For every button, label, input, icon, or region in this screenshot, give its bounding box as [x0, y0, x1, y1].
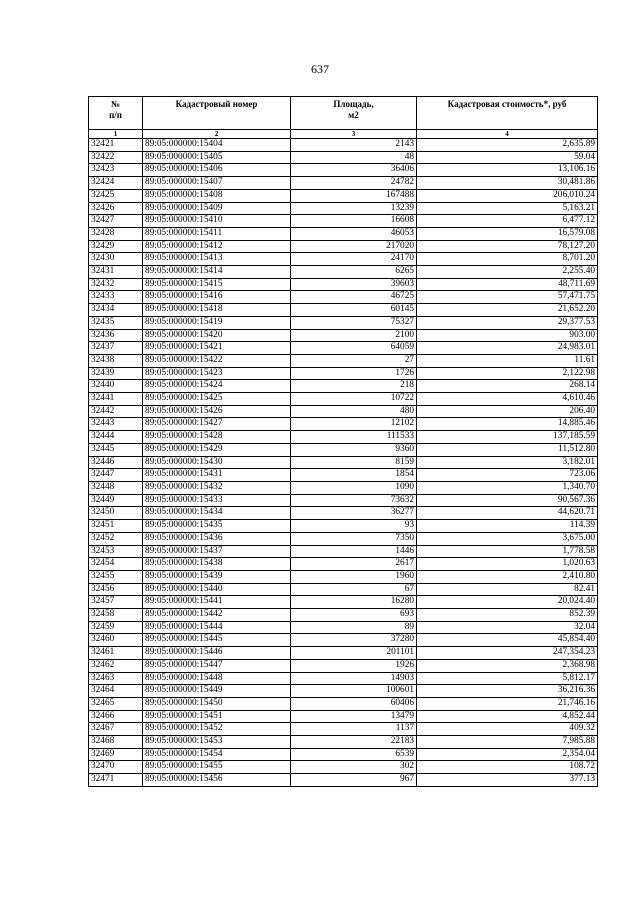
column-number-3: 3	[291, 130, 417, 139]
cadastral-value-cell: 13,106.16	[417, 164, 598, 177]
row-number-cell: 32440	[89, 380, 143, 393]
row-number-cell: 32451	[89, 520, 143, 533]
area-cell: 8159	[291, 456, 417, 469]
table-row	[89, 481, 598, 494]
cadastral-value-cell: 8,701.20	[417, 253, 598, 266]
cadastral-number-cell: 89:05:000000:15436	[143, 532, 291, 545]
area-cell: 201101	[291, 647, 417, 660]
cadastral-number-cell: 89:05:000000:15428	[143, 431, 291, 444]
table-row	[89, 380, 598, 393]
cadastral-value-cell: 108.72	[417, 761, 598, 774]
table-row	[89, 329, 598, 342]
cadastral-number-cell: 89:05:000000:15439	[143, 570, 291, 583]
cadastral-value-cell: 1,020.63	[417, 558, 598, 571]
row-number-cell: 32424	[89, 177, 143, 190]
row-number-cell: 32467	[89, 723, 143, 736]
area-cell: 2617	[291, 558, 417, 571]
cadastral-value-cell: 48,711.69	[417, 278, 598, 291]
header-row-number-text: № п/п	[109, 99, 122, 120]
cadastral-number-cell: 89:05:000000:15431	[143, 469, 291, 482]
header-cadastral-number-text: Кадастровый номер	[175, 99, 258, 109]
cadastral-value-cell: 4,610.46	[417, 393, 598, 406]
area-cell: 36277	[291, 507, 417, 520]
table-row	[89, 723, 598, 736]
row-number-cell: 32452	[89, 532, 143, 545]
cadastral-value-cell: 852.39	[417, 609, 598, 622]
cadastral-number-cell: 89:05:000000:15406	[143, 164, 291, 177]
table-row	[89, 304, 598, 317]
cadastral-number-cell: 89:05:000000:15426	[143, 405, 291, 418]
row-number-cell: 32447	[89, 469, 143, 482]
table-row	[89, 215, 598, 228]
table-row	[89, 291, 598, 304]
table-row	[89, 609, 598, 622]
header-area	[291, 97, 417, 130]
table-row	[89, 151, 598, 164]
cadastral-number-cell: 89:05:000000:15450	[143, 697, 291, 710]
cadastral-value-cell: 78,127.20	[417, 240, 598, 253]
row-number-cell: 32423	[89, 164, 143, 177]
row-number-cell: 32450	[89, 507, 143, 520]
table-row	[89, 393, 598, 406]
area-cell: 13479	[291, 710, 417, 723]
table-row	[89, 685, 598, 698]
header-area-text: Площадь, м2	[333, 99, 374, 120]
area-cell: 24170	[291, 253, 417, 266]
area-cell: 64059	[291, 342, 417, 355]
area-cell: 22183	[291, 736, 417, 749]
area-cell: 12102	[291, 418, 417, 431]
cadastral-number-cell: 89:05:000000:15430	[143, 456, 291, 469]
cadastral-value-cell: 59.04	[417, 151, 598, 164]
column-number-4: 4	[417, 130, 598, 139]
row-number-cell: 32431	[89, 266, 143, 279]
cadastral-value-cell: 90,567.36	[417, 494, 598, 507]
column-number-1: 1	[89, 130, 143, 139]
row-number-cell: 32428	[89, 227, 143, 240]
cadastral-value-cell: 14,885.46	[417, 418, 598, 431]
row-number-cell: 32453	[89, 545, 143, 558]
cadastral-number-cell: 89:05:000000:15453	[143, 736, 291, 749]
row-number-cell: 32425	[89, 189, 143, 202]
table-row	[89, 202, 598, 215]
area-cell: 46725	[291, 291, 417, 304]
cadastral-number-cell: 89:05:000000:15419	[143, 316, 291, 329]
cadastral-number-cell: 89:05:000000:15447	[143, 659, 291, 672]
row-number-cell: 32422	[89, 151, 143, 164]
row-number-cell: 32469	[89, 748, 143, 761]
table-row	[89, 189, 598, 202]
area-cell: 2100	[291, 329, 417, 342]
cadastral-value-cell: 45,854.40	[417, 634, 598, 647]
table-row	[89, 596, 598, 609]
area-cell: 1926	[291, 659, 417, 672]
area-cell: 217020	[291, 240, 417, 253]
table-row	[89, 278, 598, 291]
area-cell: 7350	[291, 532, 417, 545]
cadastral-number-cell: 89:05:000000:15452	[143, 723, 291, 736]
area-cell: 89	[291, 621, 417, 634]
table-row	[89, 469, 598, 482]
row-number-cell: 32470	[89, 761, 143, 774]
area-cell: 1090	[291, 481, 417, 494]
cadastral-value-cell: 24,983.01	[417, 342, 598, 355]
cadastral-number-cell: 89:05:000000:15416	[143, 291, 291, 304]
cadastral-value-cell: 2,255.40	[417, 266, 598, 279]
header-cadastral-value-text: Кадастровая стоимость*, руб	[447, 99, 567, 109]
row-number-cell: 32436	[89, 329, 143, 342]
cadastral-value-cell: 11,512.80	[417, 443, 598, 456]
cadastral-number-cell: 89:05:000000:15413	[143, 253, 291, 266]
cadastral-number-cell: 89:05:000000:15418	[143, 304, 291, 317]
cadastral-value-cell: 44,620.71	[417, 507, 598, 520]
table-row	[89, 570, 598, 583]
row-number-cell: 32462	[89, 659, 143, 672]
area-cell: 6539	[291, 748, 417, 761]
row-number-cell: 32466	[89, 710, 143, 723]
table-row	[89, 240, 598, 253]
table-row	[89, 139, 598, 152]
page-number: 637	[311, 62, 329, 76]
cadastral-value-cell: 268.14	[417, 380, 598, 393]
row-number-cell: 32444	[89, 431, 143, 444]
area-cell: 48	[291, 151, 417, 164]
header-cadastral-value	[417, 97, 598, 130]
row-number-cell: 32445	[89, 443, 143, 456]
row-number-cell: 32446	[89, 456, 143, 469]
area-cell: 10722	[291, 393, 417, 406]
table-body	[89, 139, 598, 787]
row-number-cell: 32438	[89, 354, 143, 367]
cadastral-number-cell: 89:05:000000:15405	[143, 151, 291, 164]
cadastral-number-cell: 89:05:000000:15444	[143, 621, 291, 634]
area-cell: 67	[291, 583, 417, 596]
cadastral-value-cell: 2,635.89	[417, 139, 598, 152]
area-cell: 480	[291, 405, 417, 418]
area-cell: 100601	[291, 685, 417, 698]
area-cell: 39603	[291, 278, 417, 291]
table-row	[89, 532, 598, 545]
row-number-cell: 32432	[89, 278, 143, 291]
row-number-cell: 32461	[89, 647, 143, 660]
cadastral-value-cell: 29,377.53	[417, 316, 598, 329]
cadastral-number-cell: 89:05:000000:15409	[143, 202, 291, 215]
row-number-cell: 32460	[89, 634, 143, 647]
area-cell: 1137	[291, 723, 417, 736]
row-number-cell: 32426	[89, 202, 143, 215]
row-number-cell: 32448	[89, 481, 143, 494]
column-number-row	[89, 130, 598, 139]
table-row	[89, 367, 598, 380]
header-row-number	[89, 97, 143, 130]
area-cell: 36406	[291, 164, 417, 177]
cadastral-value-cell: 2,410.80	[417, 570, 598, 583]
column-number-2: 2	[143, 130, 291, 139]
cadastral-value-cell: 5,812.17	[417, 672, 598, 685]
table-row	[89, 558, 598, 571]
cadastral-number-cell: 89:05:000000:15412	[143, 240, 291, 253]
area-cell: 9360	[291, 443, 417, 456]
cadastral-value-cell: 30,481.86	[417, 177, 598, 190]
cadastral-number-cell: 89:05:000000:15423	[143, 367, 291, 380]
cadastral-value-cell: 409.32	[417, 723, 598, 736]
cadastral-value-cell: 82.41	[417, 583, 598, 596]
cadastral-value-cell: 2,354.04	[417, 748, 598, 761]
table-row	[89, 342, 598, 355]
cadastral-number-cell: 89:05:000000:15455	[143, 761, 291, 774]
area-cell: 27	[291, 354, 417, 367]
cadastral-number-cell: 89:05:000000:15454	[143, 748, 291, 761]
cadastral-number-cell: 89:05:000000:15422	[143, 354, 291, 367]
cadastral-number-cell: 89:05:000000:15451	[143, 710, 291, 723]
cadastral-value-cell: 114.39	[417, 520, 598, 533]
area-cell: 13239	[291, 202, 417, 215]
row-number-cell: 32468	[89, 736, 143, 749]
row-number-cell: 32459	[89, 621, 143, 634]
row-number-cell: 32458	[89, 609, 143, 622]
cadastral-number-cell: 89:05:000000:15456	[143, 774, 291, 787]
area-cell: 167488	[291, 189, 417, 202]
row-number-cell: 32433	[89, 291, 143, 304]
cadastral-number-cell: 89:05:000000:15448	[143, 672, 291, 685]
cadastral-number-cell: 89:05:000000:15446	[143, 647, 291, 660]
cadastral-number-cell: 89:05:000000:15425	[143, 393, 291, 406]
row-number-cell: 32442	[89, 405, 143, 418]
table-row	[89, 647, 598, 660]
table-row	[89, 583, 598, 596]
area-cell: 1446	[291, 545, 417, 558]
row-number-cell: 32464	[89, 685, 143, 698]
area-cell: 302	[291, 761, 417, 774]
cadastral-value-cell: 21,652.20	[417, 304, 598, 317]
area-cell: 218	[291, 380, 417, 393]
cadastral-value-cell: 2,122.98	[417, 367, 598, 380]
area-cell: 693	[291, 609, 417, 622]
table-row	[89, 621, 598, 634]
header-row	[89, 97, 598, 130]
cadastral-number-cell: 89:05:000000:15415	[143, 278, 291, 291]
area-cell: 73632	[291, 494, 417, 507]
cadastral-value-cell: 11.61	[417, 354, 598, 367]
cadastral-number-cell: 89:05:000000:15434	[143, 507, 291, 520]
cadastral-number-cell: 89:05:000000:15427	[143, 418, 291, 431]
table-row	[89, 736, 598, 749]
cadastral-number-cell: 89:05:000000:15440	[143, 583, 291, 596]
table-row	[89, 748, 598, 761]
table-row	[89, 507, 598, 520]
table-row	[89, 634, 598, 647]
area-cell: 60145	[291, 304, 417, 317]
row-number-cell: 32421	[89, 139, 143, 152]
cadastral-number-cell: 89:05:000000:15408	[143, 189, 291, 202]
cadastral-number-cell: 89:05:000000:15438	[143, 558, 291, 571]
cadastral-number-cell: 89:05:000000:15407	[143, 177, 291, 190]
cadastral-number-cell: 89:05:000000:15424	[143, 380, 291, 393]
row-number-cell: 32454	[89, 558, 143, 571]
table-row	[89, 456, 598, 469]
cadastral-number-cell: 89:05:000000:15437	[143, 545, 291, 558]
cadastral-number-cell: 89:05:000000:15442	[143, 609, 291, 622]
row-number-cell: 32457	[89, 596, 143, 609]
table-row	[89, 316, 598, 329]
row-number-cell: 32465	[89, 697, 143, 710]
cadastral-value-cell: 903.00	[417, 329, 598, 342]
cadastral-value-cell: 3,182.01	[417, 456, 598, 469]
cadastral-number-cell: 89:05:000000:15421	[143, 342, 291, 355]
table-row	[89, 710, 598, 723]
table-row	[89, 659, 598, 672]
row-number-cell: 32437	[89, 342, 143, 355]
table-row	[89, 431, 598, 444]
table-row	[89, 443, 598, 456]
area-cell: 46053	[291, 227, 417, 240]
table-row	[89, 545, 598, 558]
area-cell: 14903	[291, 672, 417, 685]
area-cell: 1726	[291, 367, 417, 380]
row-number-cell: 32435	[89, 316, 143, 329]
area-cell: 60406	[291, 697, 417, 710]
cadastral-value-cell: 20,024.40	[417, 596, 598, 609]
table-row	[89, 266, 598, 279]
cadastral-table	[88, 96, 598, 787]
table-row	[89, 405, 598, 418]
area-cell: 2143	[291, 139, 417, 152]
area-cell: 1854	[291, 469, 417, 482]
area-cell: 111533	[291, 431, 417, 444]
cadastral-number-cell: 89:05:000000:15435	[143, 520, 291, 533]
cadastral-value-cell: 21,746.16	[417, 697, 598, 710]
row-number-cell: 32443	[89, 418, 143, 431]
cadastral-value-cell: 36,216.36	[417, 685, 598, 698]
cadastral-value-cell: 137,185.59	[417, 431, 598, 444]
table-row	[89, 672, 598, 685]
header-cadastral-number	[143, 97, 291, 130]
area-cell: 6265	[291, 266, 417, 279]
row-number-cell: 32430	[89, 253, 143, 266]
table-row	[89, 177, 598, 190]
row-number-cell: 32429	[89, 240, 143, 253]
cadastral-number-cell: 89:05:000000:15441	[143, 596, 291, 609]
cadastral-number-cell: 89:05:000000:15411	[143, 227, 291, 240]
cadastral-value-cell: 5,163.21	[417, 202, 598, 215]
table-row	[89, 520, 598, 533]
row-number-cell: 32441	[89, 393, 143, 406]
cadastral-value-cell: 4,852.44	[417, 710, 598, 723]
cadastral-value-cell: 57,471.75	[417, 291, 598, 304]
table-row	[89, 761, 598, 774]
cadastral-value-cell: 206.40	[417, 405, 598, 418]
area-cell: 16280	[291, 596, 417, 609]
area-cell: 37280	[291, 634, 417, 647]
cadastral-number-cell: 89:05:000000:15433	[143, 494, 291, 507]
cadastral-value-cell: 247,354.23	[417, 647, 598, 660]
cadastral-value-cell: 3,675.00	[417, 532, 598, 545]
area-cell: 75327	[291, 316, 417, 329]
table-row	[89, 494, 598, 507]
cadastral-value-cell: 723.06	[417, 469, 598, 482]
table-row	[89, 253, 598, 266]
table-row	[89, 418, 598, 431]
cadastral-number-cell: 89:05:000000:15414	[143, 266, 291, 279]
row-number-cell: 32439	[89, 367, 143, 380]
cadastral-number-cell: 89:05:000000:15404	[143, 139, 291, 152]
cadastral-number-cell: 89:05:000000:15432	[143, 481, 291, 494]
table-row	[89, 164, 598, 177]
cadastral-number-cell: 89:05:000000:15429	[143, 443, 291, 456]
area-cell: 16608	[291, 215, 417, 228]
cadastral-number-cell: 89:05:000000:15410	[143, 215, 291, 228]
table-row	[89, 697, 598, 710]
cadastral-value-cell: 1,340.70	[417, 481, 598, 494]
cadastral-value-cell: 7,985.88	[417, 736, 598, 749]
table-row	[89, 774, 598, 787]
row-number-cell: 32449	[89, 494, 143, 507]
cadastral-value-cell: 2,368.98	[417, 659, 598, 672]
cadastral-value-cell: 377.13	[417, 774, 598, 787]
cadastral-number-cell: 89:05:000000:15445	[143, 634, 291, 647]
row-number-cell: 32427	[89, 215, 143, 228]
row-number-cell: 32463	[89, 672, 143, 685]
row-number-cell: 32471	[89, 774, 143, 787]
cadastral-number-cell: 89:05:000000:15449	[143, 685, 291, 698]
area-cell: 93	[291, 520, 417, 533]
cadastral-value-cell: 32.04	[417, 621, 598, 634]
cadastral-number-cell: 89:05:000000:15420	[143, 329, 291, 342]
table-row	[89, 354, 598, 367]
cadastral-value-cell: 206,010.24	[417, 189, 598, 202]
row-number-cell: 32456	[89, 583, 143, 596]
cadastral-value-cell: 16,579.08	[417, 227, 598, 240]
area-cell: 24782	[291, 177, 417, 190]
cadastral-value-cell: 6,477.12	[417, 215, 598, 228]
area-cell: 1960	[291, 570, 417, 583]
row-number-cell: 32434	[89, 304, 143, 317]
table-row	[89, 227, 598, 240]
row-number-cell: 32455	[89, 570, 143, 583]
cadastral-value-cell: 1,778.58	[417, 545, 598, 558]
area-cell: 967	[291, 774, 417, 787]
